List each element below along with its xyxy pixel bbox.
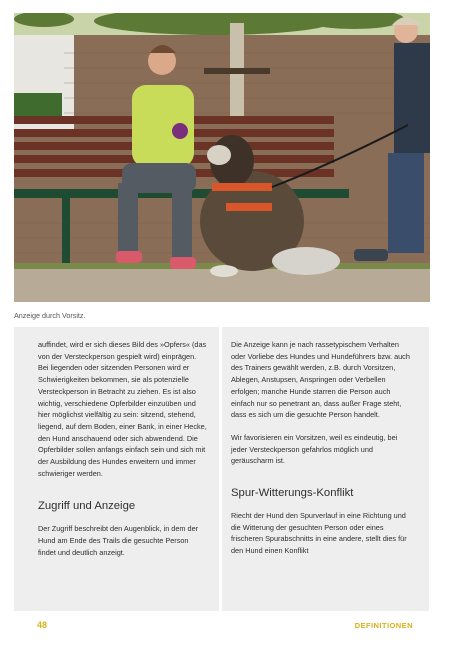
photo-illustration	[14, 13, 430, 302]
page-number: 48	[37, 620, 48, 630]
vorsitzen-paragraph: Wir favorisieren ein Vorsitzen, weil es eindeutig, bei jeder Versteckperson gefahrlos möglich und geräuscharm ist.	[231, 432, 398, 466]
zugriff-paragraph: Der Zugriff beschreibt den Augenblick, in dem der Hund am Ende des Trails die gesuchte Person findet und deutlich anzeigt.	[38, 524, 199, 557]
section-title-footer: DEFINITIONEN	[354, 621, 413, 630]
section-heading-zugriff: Zugriff und Anzeige	[38, 500, 136, 513]
text-column-right	[222, 327, 429, 611]
konflikt-paragraph: Riecht der Hund den Spurverlauf in eine Richtung und die Witterung der gesuchten Person oder eines frischeren Spurabschnitts in eine andere, stellt dies für den Hund einen Konflikt	[231, 511, 407, 556]
section-heading-konflikt: Spur-Witterungs-Konflikt	[231, 487, 354, 500]
photo-caption: Anzeige durch Vorsitz.	[14, 311, 86, 320]
text-column-left	[14, 327, 219, 611]
intro-paragraph: auffindet, wird er sich dieses Bild des »Opfers« (das von der Versteckperson gespielt wird) einprägen. Bei liegenden oder sitzenden Personen wird er Schwierigkeiten bekommen, sie als potenzielle Versteckperson in Betracht zu ziehen. Es ist also wichtig, verschiedene Opferbilder einzuüben und hier möglichst vielfältig zu sein: sitzend, stehend, liegend, auf dem Boden, einer Bank, in einer Hecke, den Hund anschauend oder sich abwendend. Die Opferbilder sollen anfangs einfach sein und sich mit der Ausbildung des Hundes erweitern und immer schwieriger werden.	[38, 340, 207, 478]
anzeige-paragraph: Die Anzeige kann je nach rassetypischem Verhalten oder Vorliebe des Hundes und Hundeführers bzw. auch des Trainers gewählt werden, z.B. durch Vorsitzen, Ablegen, Anstupsen, Anspringen oder Verbellen erfolgen; manche Hunde starren die Person auch einfach nur so penetrant an, dass außer Frage steht, dass es sich um die gesuchte Person handelt.	[231, 340, 410, 420]
photo-dog-indication	[14, 13, 430, 302]
